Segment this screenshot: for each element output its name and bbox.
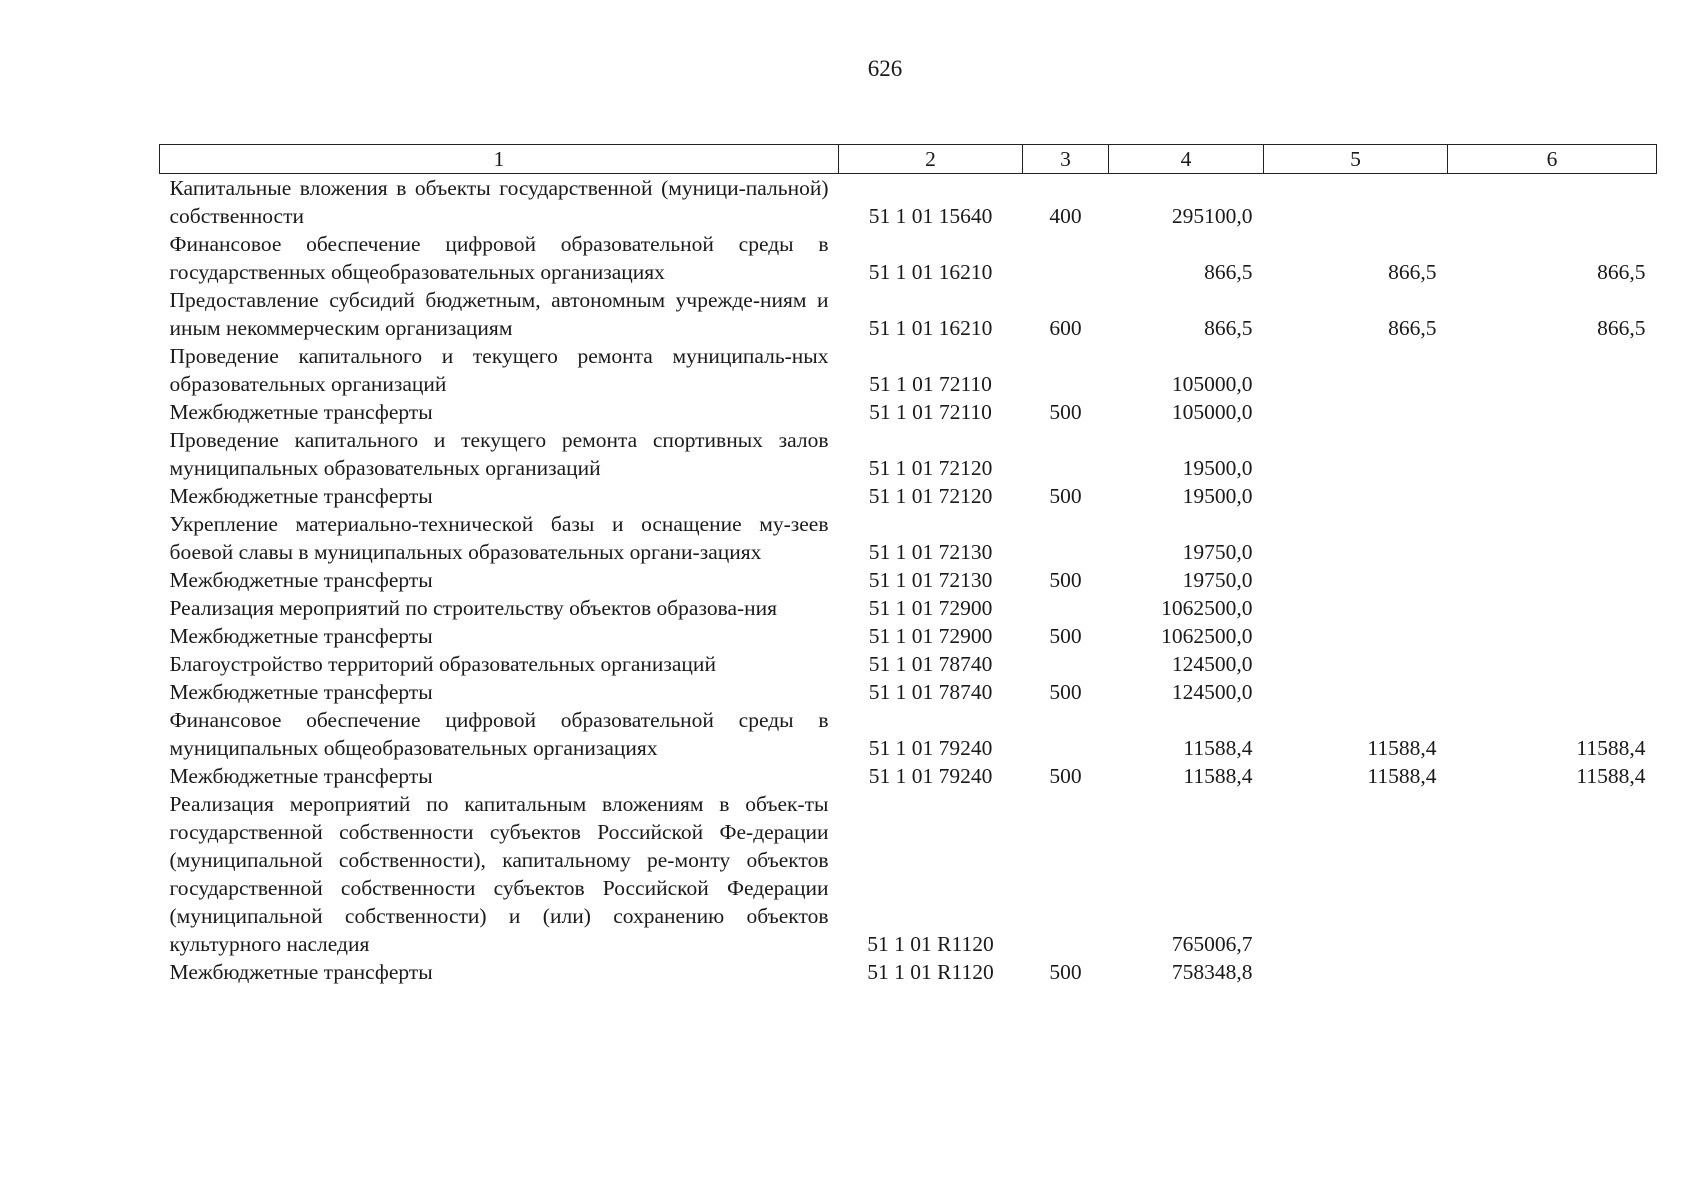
row-value-4: 124500,0 [1171, 652, 1253, 676]
row-value-4: 19500,0 [1182, 456, 1253, 480]
row-value-5 [1264, 958, 1448, 986]
row-type [1023, 510, 1109, 566]
row-value-5 [1264, 426, 1448, 482]
table-row [160, 566, 1657, 594]
row-type: 500 [1049, 764, 1082, 788]
row-value-4: 1062500,0 [1161, 624, 1253, 648]
table-row [160, 762, 1657, 790]
row-name: Реализация мероприятий по строительству объектов образова-ния [169, 596, 778, 620]
row-code: 51 1 01 72110 [869, 372, 992, 396]
table-row [160, 594, 1657, 622]
row-value-4: 19750,0 [1182, 540, 1253, 564]
row-value-4: 866,5 [1204, 260, 1253, 284]
table-row [160, 426, 1657, 482]
row-type [1023, 342, 1109, 398]
table-row [160, 650, 1657, 678]
row-type [1023, 790, 1109, 958]
row-code: 51 1 01 72900 [868, 596, 993, 620]
row-code: 51 1 01 72130 [868, 568, 993, 592]
row-code: 51 1 01 79240 [868, 764, 993, 788]
header-row [160, 145, 1657, 174]
row-name: Межбюджетные трансферты [169, 764, 433, 788]
row-value-6 [1448, 650, 1657, 678]
row-value-5 [1264, 650, 1448, 678]
row-code: 51 1 01 72130 [868, 540, 993, 564]
row-value-5 [1264, 622, 1448, 650]
row-value-4: 765006,7 [1171, 932, 1253, 956]
row-value-6 [1448, 174, 1657, 231]
row-name: Межбюджетные трансферты [169, 400, 433, 424]
row-name: Межбюджетные трансферты [169, 680, 433, 704]
row-value-6: 866,5 [1597, 316, 1646, 340]
row-value-5: 866,5 [1388, 316, 1437, 340]
row-value-6 [1448, 482, 1657, 510]
row-value-5 [1264, 482, 1448, 510]
row-name: Проведение капитального и текущего ремонта муниципаль-ных образовательных организаций [169, 344, 829, 396]
row-value-4: 11588,4 [1183, 764, 1253, 788]
table-row [160, 342, 1657, 398]
row-name: Межбюджетные трансферты [169, 624, 433, 648]
row-value-5: 11588,4 [1367, 736, 1437, 760]
row-code: 51 1 01 R1120 [867, 960, 994, 984]
table-row [160, 398, 1657, 426]
row-name: Капитальные вложения в объекты государственной (муници-пальной) собственности [169, 176, 829, 228]
table-row [160, 706, 1657, 762]
row-name: Межбюджетные трансферты [169, 960, 433, 984]
row-name: Предоставление субсидий бюджетным, автономным учрежде-ниям и иным некоммерческим организациям [169, 288, 829, 340]
row-name: Благоустройство территорий образовательных организаций [169, 652, 716, 676]
column-header-6: 6 [1448, 145, 1657, 174]
row-name: Межбюджетные трансферты [169, 484, 433, 508]
row-name: Финансовое обеспечение цифровой образовательной среды в муниципальных общеобразовательных организациях [169, 708, 829, 760]
column-header-4: 4 [1109, 145, 1264, 174]
table-row [160, 510, 1657, 566]
row-value-5 [1264, 790, 1448, 958]
column-header-3: 3 [1023, 145, 1109, 174]
row-code: 51 1 01 16210 [868, 316, 993, 340]
row-code: 51 1 01 16210 [868, 260, 993, 284]
column-header-5: 5 [1264, 145, 1448, 174]
page-number: 626 [867, 56, 903, 81]
row-value-5 [1264, 566, 1448, 594]
row-value-4: 758348,8 [1171, 960, 1253, 984]
table-row [160, 622, 1657, 650]
row-type [1023, 706, 1109, 762]
row-value-5 [1264, 594, 1448, 622]
table-row [160, 678, 1657, 706]
row-value-6: 11588,4 [1576, 764, 1646, 788]
row-type: 500 [1049, 484, 1082, 508]
row-code: 51 1 01 79240 [868, 736, 993, 760]
row-type: 500 [1049, 400, 1082, 424]
row-value-5: 11588,4 [1367, 764, 1437, 788]
row-value-5 [1264, 342, 1448, 398]
row-value-4: 124500,0 [1171, 680, 1253, 704]
row-code: 51 1 01 72900 [868, 624, 993, 648]
row-type: 600 [1049, 316, 1082, 340]
row-name: Реализация мероприятий по капитальным вложениям в объек-ты государственной собственности субъектов Российской Фе-дерации (муниципальной собственности), капитальному ре-монту объектов государственной собственности субъектов Российской Федерации (муниципальной собственности) и (или) сохранению объектов культурного наследия [169, 792, 829, 956]
row-name: Межбюджетные трансферты [169, 568, 433, 592]
row-name: Проведение капитального и текущего ремонта спортивных залов муниципальных образовательных организаций [169, 428, 829, 480]
row-value-4: 295100,0 [1171, 204, 1253, 228]
row-value-6 [1448, 566, 1657, 594]
row-type [1023, 650, 1109, 678]
row-value-6 [1448, 678, 1657, 706]
row-value-6 [1448, 398, 1657, 426]
table-row [160, 230, 1657, 286]
row-code: 51 1 01 72120 [868, 484, 993, 508]
row-code: 51 1 01 15640 [868, 204, 993, 228]
row-code: 51 1 01 78740 [868, 652, 993, 676]
row-type: 500 [1049, 960, 1082, 984]
row-value-6 [1448, 510, 1657, 566]
row-name: Финансовое обеспечение цифровой образовательной среды в государственных общеобразовательных организациях [169, 232, 829, 284]
table-row [160, 482, 1657, 510]
row-value-4: 1062500,0 [1161, 596, 1253, 620]
row-value-6 [1448, 426, 1657, 482]
row-type: 500 [1049, 568, 1082, 592]
table-row [160, 790, 1657, 958]
row-code: 51 1 01 72120 [868, 456, 993, 480]
row-value-4: 19750,0 [1182, 568, 1253, 592]
row-value-6 [1448, 790, 1657, 958]
row-value-4: 19500,0 [1182, 484, 1253, 508]
row-type [1023, 426, 1109, 482]
row-value-6: 11588,4 [1576, 736, 1646, 760]
row-value-5 [1264, 174, 1448, 231]
row-value-4: 105000,0 [1171, 372, 1253, 396]
table-row [160, 286, 1657, 342]
row-value-5 [1264, 510, 1448, 566]
row-value-6: 866,5 [1597, 260, 1646, 284]
table-row [160, 958, 1657, 986]
row-type: 500 [1049, 624, 1082, 648]
row-value-5: 866,5 [1388, 260, 1437, 284]
table-row [160, 174, 1657, 231]
row-value-4: 866,5 [1204, 316, 1253, 340]
row-type [1023, 594, 1109, 622]
budget-table [159, 144, 1657, 986]
row-code: 51 1 01 72110 [869, 400, 992, 424]
row-code: 51 1 01 78740 [868, 680, 993, 704]
row-name: Укрепление материально-технической базы и оснащение му-зеев боевой славы в муниципальных образовательных органи-зациях [169, 512, 829, 564]
row-value-6 [1448, 594, 1657, 622]
row-value-6 [1448, 342, 1657, 398]
row-value-5 [1264, 398, 1448, 426]
row-type: 500 [1049, 680, 1082, 704]
row-value-6 [1448, 958, 1657, 986]
column-header-2: 2 [839, 145, 1023, 174]
row-type: 400 [1049, 204, 1082, 228]
row-value-4: 105000,0 [1171, 400, 1253, 424]
row-value-6 [1448, 622, 1657, 650]
column-header-1: 1 [160, 145, 839, 174]
row-value-4: 11588,4 [1183, 736, 1253, 760]
row-code: 51 1 01 R1120 [867, 932, 994, 956]
row-type [1023, 230, 1109, 286]
row-value-5 [1264, 678, 1448, 706]
